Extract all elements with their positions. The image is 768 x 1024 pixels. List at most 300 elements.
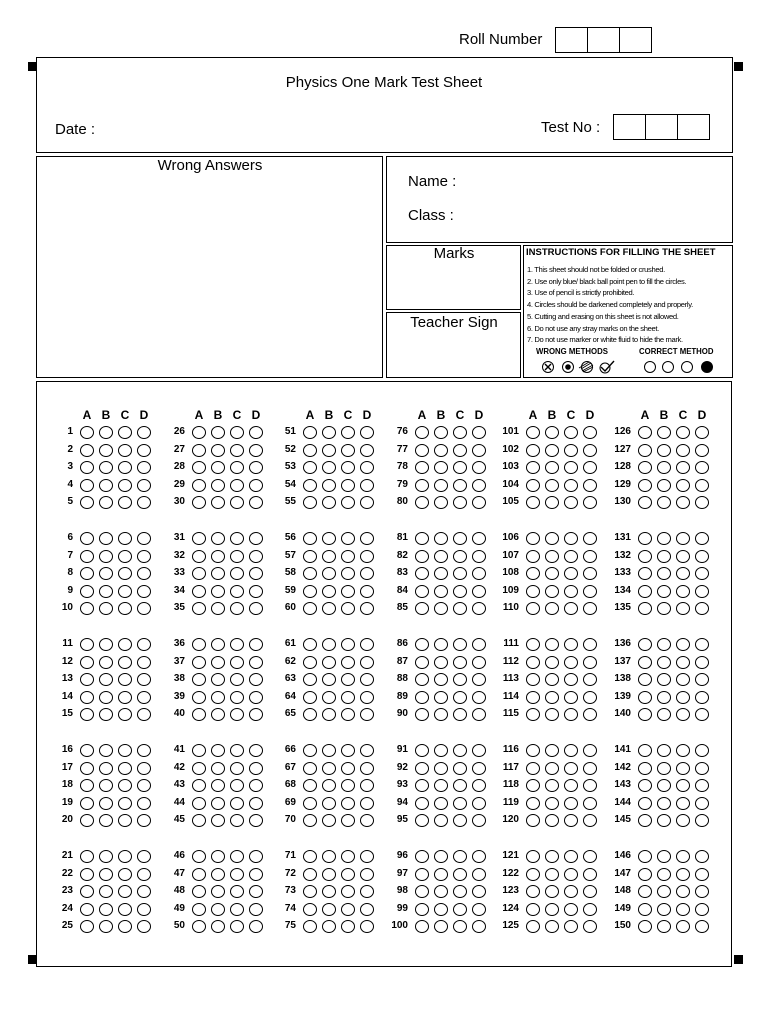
answer-bubble-b[interactable] <box>211 779 225 792</box>
answer-bubble-a[interactable] <box>526 461 540 474</box>
answer-bubble-b[interactable] <box>657 868 671 881</box>
answer-bubble-b[interactable] <box>211 673 225 686</box>
answer-bubble-b[interactable] <box>657 656 671 669</box>
answer-bubble-c[interactable] <box>564 868 578 881</box>
answer-bubble-c[interactable] <box>564 920 578 933</box>
answer-bubble-c[interactable] <box>676 762 690 775</box>
answer-bubble-c[interactable] <box>453 920 467 933</box>
answer-bubble-b[interactable] <box>322 479 336 492</box>
answer-bubble-c[interactable] <box>564 903 578 916</box>
answer-bubble-a[interactable] <box>415 797 429 810</box>
answer-bubble-d[interactable] <box>695 691 709 704</box>
answer-bubble-a[interactable] <box>526 550 540 563</box>
answer-bubble-c[interactable] <box>230 426 244 439</box>
answer-bubble-a[interactable] <box>638 496 652 509</box>
answer-bubble-b[interactable] <box>211 708 225 721</box>
answer-bubble-b[interactable] <box>434 426 448 439</box>
answer-bubble-c[interactable] <box>453 885 467 898</box>
answer-bubble-c[interactable] <box>341 762 355 775</box>
answer-bubble-b[interactable] <box>211 920 225 933</box>
answer-bubble-c[interactable] <box>118 920 132 933</box>
answer-bubble-b[interactable] <box>545 567 559 580</box>
answer-bubble-b[interactable] <box>434 779 448 792</box>
answer-bubble-c[interactable] <box>118 708 132 721</box>
answer-bubble-a[interactable] <box>303 708 317 721</box>
roll-digit-box[interactable] <box>555 27 588 53</box>
answer-bubble-c[interactable] <box>341 567 355 580</box>
answer-bubble-b[interactable] <box>657 779 671 792</box>
answer-bubble-b[interactable] <box>657 638 671 651</box>
answer-bubble-a[interactable] <box>638 779 652 792</box>
answer-bubble-c[interactable] <box>453 461 467 474</box>
answer-bubble-a[interactable] <box>415 656 429 669</box>
answer-bubble-b[interactable] <box>211 656 225 669</box>
answer-bubble-b[interactable] <box>657 567 671 580</box>
answer-bubble-a[interactable] <box>415 638 429 651</box>
answer-bubble-a[interactable] <box>415 708 429 721</box>
answer-bubble-c[interactable] <box>230 656 244 669</box>
answer-bubble-c[interactable] <box>341 779 355 792</box>
answer-bubble-b[interactable] <box>434 461 448 474</box>
answer-bubble-a[interactable] <box>638 850 652 863</box>
answer-bubble-d[interactable] <box>695 779 709 792</box>
answer-bubble-c[interactable] <box>564 850 578 863</box>
answer-bubble-b[interactable] <box>434 673 448 686</box>
answer-bubble-c[interactable] <box>230 762 244 775</box>
answer-bubble-c[interactable] <box>341 903 355 916</box>
answer-bubble-c[interactable] <box>230 479 244 492</box>
answer-bubble-a[interactable] <box>192 602 206 615</box>
answer-bubble-a[interactable] <box>415 479 429 492</box>
answer-bubble-b[interactable] <box>545 744 559 757</box>
answer-bubble-d[interactable] <box>695 479 709 492</box>
answer-bubble-c[interactable] <box>453 444 467 457</box>
answer-bubble-a[interactable] <box>638 691 652 704</box>
answer-bubble-b[interactable] <box>99 744 113 757</box>
answer-bubble-c[interactable] <box>118 691 132 704</box>
answer-bubble-c[interactable] <box>676 903 690 916</box>
answer-bubble-a[interactable] <box>80 850 94 863</box>
answer-bubble-b[interactable] <box>322 602 336 615</box>
answer-bubble-a[interactable] <box>80 885 94 898</box>
answer-bubble-c[interactable] <box>676 885 690 898</box>
answer-bubble-b[interactable] <box>322 444 336 457</box>
answer-bubble-c[interactable] <box>564 708 578 721</box>
answer-bubble-c[interactable] <box>230 920 244 933</box>
answer-bubble-b[interactable] <box>434 903 448 916</box>
answer-bubble-a[interactable] <box>415 461 429 474</box>
answer-bubble-d[interactable] <box>695 903 709 916</box>
answer-bubble-a[interactable] <box>192 567 206 580</box>
answer-bubble-c[interactable] <box>453 868 467 881</box>
answer-bubble-c[interactable] <box>230 903 244 916</box>
answer-bubble-a[interactable] <box>303 638 317 651</box>
answer-bubble-b[interactable] <box>657 814 671 827</box>
answer-bubble-c[interactable] <box>676 656 690 669</box>
answer-bubble-b[interactable] <box>322 585 336 598</box>
answer-bubble-a[interactable] <box>303 691 317 704</box>
answer-bubble-b[interactable] <box>99 532 113 545</box>
answer-bubble-b[interactable] <box>322 691 336 704</box>
answer-bubble-b[interactable] <box>657 479 671 492</box>
answer-bubble-a[interactable] <box>638 550 652 563</box>
answer-bubble-c[interactable] <box>676 444 690 457</box>
answer-bubble-a[interactable] <box>415 426 429 439</box>
answer-bubble-c[interactable] <box>564 532 578 545</box>
answer-bubble-b[interactable] <box>434 797 448 810</box>
answer-bubble-a[interactable] <box>415 779 429 792</box>
answer-bubble-c[interactable] <box>453 567 467 580</box>
answer-bubble-a[interactable] <box>80 814 94 827</box>
answer-bubble-c[interactable] <box>341 602 355 615</box>
answer-bubble-a[interactable] <box>80 868 94 881</box>
answer-bubble-c[interactable] <box>676 850 690 863</box>
answer-bubble-c[interactable] <box>564 885 578 898</box>
answer-bubble-b[interactable] <box>211 585 225 598</box>
answer-bubble-b[interactable] <box>322 550 336 563</box>
answer-bubble-b[interactable] <box>99 762 113 775</box>
answer-bubble-a[interactable] <box>303 496 317 509</box>
answer-bubble-c[interactable] <box>118 868 132 881</box>
answer-bubble-d[interactable] <box>695 673 709 686</box>
answer-bubble-c[interactable] <box>341 868 355 881</box>
answer-bubble-a[interactable] <box>80 567 94 580</box>
answer-bubble-a[interactable] <box>303 550 317 563</box>
answer-bubble-b[interactable] <box>434 496 448 509</box>
answer-bubble-a[interactable] <box>303 850 317 863</box>
answer-bubble-b[interactable] <box>657 602 671 615</box>
answer-bubble-a[interactable] <box>526 885 540 898</box>
answer-bubble-c[interactable] <box>230 885 244 898</box>
answer-bubble-b[interactable] <box>99 479 113 492</box>
answer-bubble-c[interactable] <box>230 444 244 457</box>
answer-bubble-b[interactable] <box>99 550 113 563</box>
answer-bubble-d[interactable] <box>695 461 709 474</box>
answer-bubble-a[interactable] <box>192 638 206 651</box>
answer-bubble-a[interactable] <box>526 602 540 615</box>
answer-bubble-c[interactable] <box>230 550 244 563</box>
answer-bubble-a[interactable] <box>303 814 317 827</box>
answer-bubble-b[interactable] <box>211 602 225 615</box>
answer-bubble-c[interactable] <box>341 532 355 545</box>
answer-bubble-a[interactable] <box>415 814 429 827</box>
answer-bubble-b[interactable] <box>434 691 448 704</box>
answer-bubble-a[interactable] <box>526 920 540 933</box>
answer-bubble-b[interactable] <box>657 903 671 916</box>
answer-bubble-c[interactable] <box>676 744 690 757</box>
answer-bubble-c[interactable] <box>118 496 132 509</box>
answer-bubble-b[interactable] <box>434 444 448 457</box>
answer-bubble-b[interactable] <box>322 868 336 881</box>
answer-bubble-a[interactable] <box>638 532 652 545</box>
answer-bubble-c[interactable] <box>341 444 355 457</box>
answer-bubble-b[interactable] <box>545 814 559 827</box>
answer-bubble-d[interactable] <box>695 885 709 898</box>
answer-bubble-c[interactable] <box>676 567 690 580</box>
answer-bubble-a[interactable] <box>638 708 652 721</box>
answer-bubble-a[interactable] <box>526 638 540 651</box>
answer-bubble-c[interactable] <box>341 885 355 898</box>
answer-bubble-a[interactable] <box>80 444 94 457</box>
answer-bubble-a[interactable] <box>303 602 317 615</box>
answer-bubble-a[interactable] <box>638 585 652 598</box>
answer-bubble-c[interactable] <box>564 814 578 827</box>
answer-bubble-c[interactable] <box>341 656 355 669</box>
answer-bubble-a[interactable] <box>80 903 94 916</box>
answer-bubble-c[interactable] <box>230 585 244 598</box>
answer-bubble-a[interactable] <box>192 673 206 686</box>
answer-bubble-a[interactable] <box>192 779 206 792</box>
answer-bubble-a[interactable] <box>638 656 652 669</box>
answer-bubble-c[interactable] <box>676 708 690 721</box>
answer-bubble-b[interactable] <box>657 673 671 686</box>
answer-bubble-b[interactable] <box>99 691 113 704</box>
answer-bubble-b[interactable] <box>322 638 336 651</box>
answer-bubble-c[interactable] <box>676 814 690 827</box>
answer-bubble-b[interactable] <box>99 585 113 598</box>
answer-bubble-b[interactable] <box>322 903 336 916</box>
test-no-boxes[interactable] <box>613 114 710 140</box>
answer-bubble-b[interactable] <box>211 850 225 863</box>
answer-bubble-b[interactable] <box>322 797 336 810</box>
answer-bubble-b[interactable] <box>545 797 559 810</box>
test-no-digit-box[interactable] <box>613 114 646 140</box>
answer-bubble-c[interactable] <box>564 656 578 669</box>
answer-bubble-a[interactable] <box>638 868 652 881</box>
answer-bubble-c[interactable] <box>676 779 690 792</box>
answer-bubble-a[interactable] <box>80 797 94 810</box>
answer-bubble-c[interactable] <box>453 638 467 651</box>
answer-bubble-b[interactable] <box>211 762 225 775</box>
answer-bubble-b[interactable] <box>322 920 336 933</box>
answer-bubble-b[interactable] <box>545 602 559 615</box>
answer-bubble-a[interactable] <box>638 479 652 492</box>
answer-bubble-b[interactable] <box>657 585 671 598</box>
answer-bubble-a[interactable] <box>526 744 540 757</box>
answer-bubble-b[interactable] <box>545 532 559 545</box>
answer-bubble-b[interactable] <box>657 708 671 721</box>
answer-bubble-b[interactable] <box>657 691 671 704</box>
answer-bubble-b[interactable] <box>545 585 559 598</box>
answer-bubble-c[interactable] <box>676 673 690 686</box>
answer-bubble-a[interactable] <box>303 532 317 545</box>
answer-bubble-c[interactable] <box>230 638 244 651</box>
answer-bubble-c[interactable] <box>230 532 244 545</box>
answer-bubble-a[interactable] <box>303 779 317 792</box>
answer-bubble-a[interactable] <box>192 885 206 898</box>
answer-bubble-a[interactable] <box>526 532 540 545</box>
answer-bubble-c[interactable] <box>453 744 467 757</box>
answer-bubble-a[interactable] <box>415 691 429 704</box>
answer-bubble-c[interactable] <box>564 602 578 615</box>
answer-bubble-a[interactable] <box>415 673 429 686</box>
answer-bubble-c[interactable] <box>564 479 578 492</box>
answer-bubble-a[interactable] <box>192 744 206 757</box>
answer-bubble-b[interactable] <box>657 444 671 457</box>
answer-bubble-b[interactable] <box>657 920 671 933</box>
answer-bubble-a[interactable] <box>303 744 317 757</box>
answer-bubble-a[interactable] <box>415 532 429 545</box>
answer-bubble-c[interactable] <box>118 779 132 792</box>
answer-bubble-a[interactable] <box>192 691 206 704</box>
answer-bubble-b[interactable] <box>545 903 559 916</box>
answer-bubble-c[interactable] <box>118 656 132 669</box>
answer-bubble-a[interactable] <box>80 762 94 775</box>
roll-digit-box[interactable] <box>587 27 620 53</box>
answer-bubble-b[interactable] <box>211 426 225 439</box>
answer-bubble-b[interactable] <box>211 444 225 457</box>
answer-bubble-b[interactable] <box>322 496 336 509</box>
answer-bubble-c[interactable] <box>453 585 467 598</box>
answer-bubble-a[interactable] <box>638 744 652 757</box>
answer-bubble-a[interactable] <box>192 708 206 721</box>
answer-bubble-b[interactable] <box>322 656 336 669</box>
answer-bubble-b[interactable] <box>211 638 225 651</box>
answer-bubble-b[interactable] <box>434 550 448 563</box>
answer-bubble-a[interactable] <box>638 814 652 827</box>
answer-bubble-b[interactable] <box>99 850 113 863</box>
answer-bubble-b[interactable] <box>545 868 559 881</box>
answer-bubble-c[interactable] <box>118 426 132 439</box>
answer-bubble-c[interactable] <box>118 567 132 580</box>
answer-bubble-b[interactable] <box>545 656 559 669</box>
answer-bubble-a[interactable] <box>192 850 206 863</box>
answer-bubble-b[interactable] <box>211 903 225 916</box>
answer-bubble-a[interactable] <box>303 461 317 474</box>
answer-bubble-c[interactable] <box>564 585 578 598</box>
answer-bubble-d[interactable] <box>695 868 709 881</box>
answer-bubble-c[interactable] <box>230 779 244 792</box>
answer-bubble-d[interactable] <box>695 814 709 827</box>
answer-bubble-c[interactable] <box>453 532 467 545</box>
answer-bubble-a[interactable] <box>80 479 94 492</box>
answer-bubble-c[interactable] <box>453 602 467 615</box>
answer-bubble-b[interactable] <box>211 550 225 563</box>
answer-bubble-a[interactable] <box>303 426 317 439</box>
roll-digit-box[interactable] <box>619 27 652 53</box>
answer-bubble-c[interactable] <box>564 691 578 704</box>
answer-bubble-c[interactable] <box>564 762 578 775</box>
answer-bubble-a[interactable] <box>80 920 94 933</box>
answer-bubble-b[interactable] <box>657 885 671 898</box>
answer-bubble-b[interactable] <box>434 708 448 721</box>
answer-bubble-b[interactable] <box>545 708 559 721</box>
answer-bubble-b[interactable] <box>211 797 225 810</box>
answer-bubble-c[interactable] <box>118 532 132 545</box>
answer-bubble-b[interactable] <box>211 461 225 474</box>
answer-bubble-c[interactable] <box>230 673 244 686</box>
answer-bubble-b[interactable] <box>434 814 448 827</box>
answer-bubble-d[interactable] <box>695 708 709 721</box>
answer-bubble-c[interactable] <box>230 461 244 474</box>
answer-bubble-a[interactable] <box>80 496 94 509</box>
answer-bubble-b[interactable] <box>211 691 225 704</box>
answer-bubble-b[interactable] <box>322 461 336 474</box>
answer-bubble-a[interactable] <box>192 814 206 827</box>
answer-bubble-b[interactable] <box>657 797 671 810</box>
answer-bubble-c[interactable] <box>118 814 132 827</box>
answer-bubble-c[interactable] <box>341 426 355 439</box>
answer-bubble-a[interactable] <box>526 691 540 704</box>
answer-bubble-a[interactable] <box>526 850 540 863</box>
answer-bubble-c[interactable] <box>118 550 132 563</box>
answer-bubble-b[interactable] <box>99 461 113 474</box>
answer-bubble-a[interactable] <box>415 585 429 598</box>
answer-bubble-c[interactable] <box>118 461 132 474</box>
answer-bubble-b[interactable] <box>99 602 113 615</box>
answer-bubble-c[interactable] <box>564 426 578 439</box>
answer-bubble-a[interactable] <box>192 532 206 545</box>
answer-bubble-c[interactable] <box>676 550 690 563</box>
answer-bubble-c[interactable] <box>453 779 467 792</box>
answer-bubble-a[interactable] <box>80 461 94 474</box>
answer-bubble-d[interactable] <box>695 656 709 669</box>
answer-bubble-b[interactable] <box>434 762 448 775</box>
answer-bubble-c[interactable] <box>341 638 355 651</box>
answer-bubble-c[interactable] <box>676 496 690 509</box>
answer-bubble-b[interactable] <box>322 744 336 757</box>
answer-bubble-b[interactable] <box>545 444 559 457</box>
answer-bubble-a[interactable] <box>526 708 540 721</box>
answer-bubble-c[interactable] <box>230 814 244 827</box>
answer-bubble-a[interactable] <box>80 656 94 669</box>
answer-bubble-b[interactable] <box>434 585 448 598</box>
answer-bubble-b[interactable] <box>99 638 113 651</box>
answer-bubble-c[interactable] <box>230 496 244 509</box>
answer-bubble-a[interactable] <box>526 903 540 916</box>
answer-bubble-b[interactable] <box>99 444 113 457</box>
answer-bubble-a[interactable] <box>303 673 317 686</box>
answer-bubble-c[interactable] <box>453 691 467 704</box>
answer-bubble-b[interactable] <box>545 426 559 439</box>
answer-bubble-c[interactable] <box>230 567 244 580</box>
answer-bubble-a[interactable] <box>638 426 652 439</box>
answer-bubble-c[interactable] <box>676 638 690 651</box>
answer-bubble-b[interactable] <box>657 532 671 545</box>
answer-bubble-c[interactable] <box>118 585 132 598</box>
answer-bubble-a[interactable] <box>192 920 206 933</box>
answer-bubble-a[interactable] <box>415 550 429 563</box>
answer-bubble-b[interactable] <box>657 426 671 439</box>
answer-bubble-b[interactable] <box>322 762 336 775</box>
answer-bubble-b[interactable] <box>211 814 225 827</box>
answer-bubble-c[interactable] <box>341 920 355 933</box>
answer-bubble-b[interactable] <box>545 762 559 775</box>
answer-bubble-c[interactable] <box>564 496 578 509</box>
answer-bubble-a[interactable] <box>303 567 317 580</box>
wrong-answers-box[interactable] <box>36 156 383 378</box>
answer-bubble-d[interactable] <box>695 797 709 810</box>
answer-bubble-b[interactable] <box>545 638 559 651</box>
answer-bubble-d[interactable] <box>695 762 709 775</box>
answer-bubble-d[interactable] <box>695 426 709 439</box>
answer-bubble-b[interactable] <box>657 744 671 757</box>
answer-bubble-a[interactable] <box>526 797 540 810</box>
answer-bubble-a[interactable] <box>80 532 94 545</box>
answer-bubble-a[interactable] <box>192 797 206 810</box>
answer-bubble-a[interactable] <box>638 602 652 615</box>
answer-bubble-a[interactable] <box>526 868 540 881</box>
answer-bubble-c[interactable] <box>118 602 132 615</box>
answer-bubble-c[interactable] <box>341 797 355 810</box>
answer-bubble-b[interactable] <box>211 496 225 509</box>
answer-bubble-b[interactable] <box>657 850 671 863</box>
answer-bubble-b[interactable] <box>545 461 559 474</box>
answer-bubble-a[interactable] <box>192 444 206 457</box>
answer-bubble-c[interactable] <box>564 744 578 757</box>
answer-bubble-c[interactable] <box>564 797 578 810</box>
answer-bubble-c[interactable] <box>230 744 244 757</box>
